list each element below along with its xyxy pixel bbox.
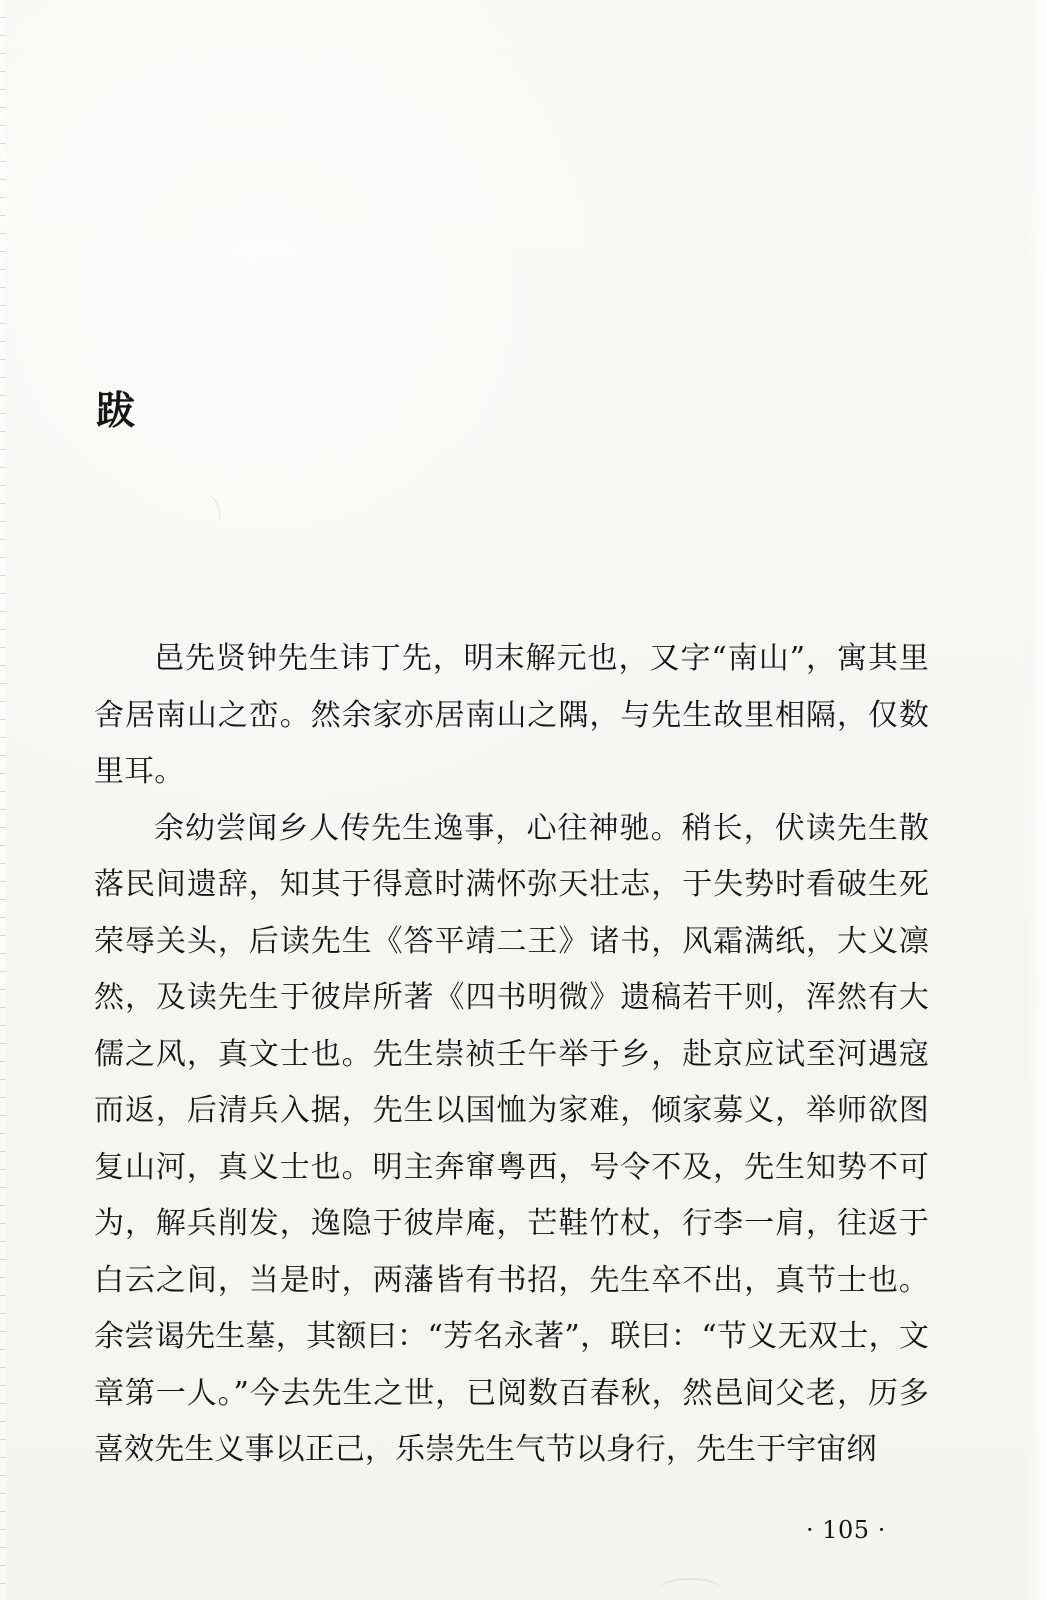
paragraph-2: 余幼尝闻乡人传先生逸事，心往神驰。稍长，伏读先生散落民间遗辞，知其于得意时满怀弥天壮志，于失势时看破生死荣辱关头，后读先生《答平靖二王》诸书，风霜满纸，大义凛然，及读先生于彼岸所著《四书明微》遗稿若干则，浑然有大儒之风，真文士也。先生崇祯壬午举于乡，赴京应试至河遇寇而返，后清兵入据，先生以国恤为家难，倾家募义，举师欲图复山河，真义士也。明主奔窜粤西，号令不及，先生知势不可为，解兵削发，逸隐于彼岸庵，芒鞋竹杖，行李一肩，往返于白云之间，当是时，两藩皆有书招，先生卒不出，真节士也。余尝谒先生墓，其额曰：“芳名永著”，联曰：“节义无双士，文章第一人。”今去先生之世，已阅数百春秋，然邑间父老，历多喜效先生义事以正己，乐崇先生气节以身行，先生于宇宙纲 — [94, 810, 929, 1467]
page-number: · 105 · — [806, 1516, 886, 1544]
scan-shadow — [660, 1578, 720, 1598]
page-heading: 跋 — [96, 388, 136, 434]
paper-mark — [202, 494, 224, 525]
right-page-edge — [1027, 0, 1047, 1600]
body-text — [94, 631, 929, 1479]
left-page-edge — [0, 0, 6, 1600]
paragraph-1: 邑先贤钟先生讳丁先，明末解元也，又字“南山”，寓其里舍居南山之峦。然余家亦居南山之隅，与先生故里相隔，仅数里耳。 — [94, 641, 929, 789]
